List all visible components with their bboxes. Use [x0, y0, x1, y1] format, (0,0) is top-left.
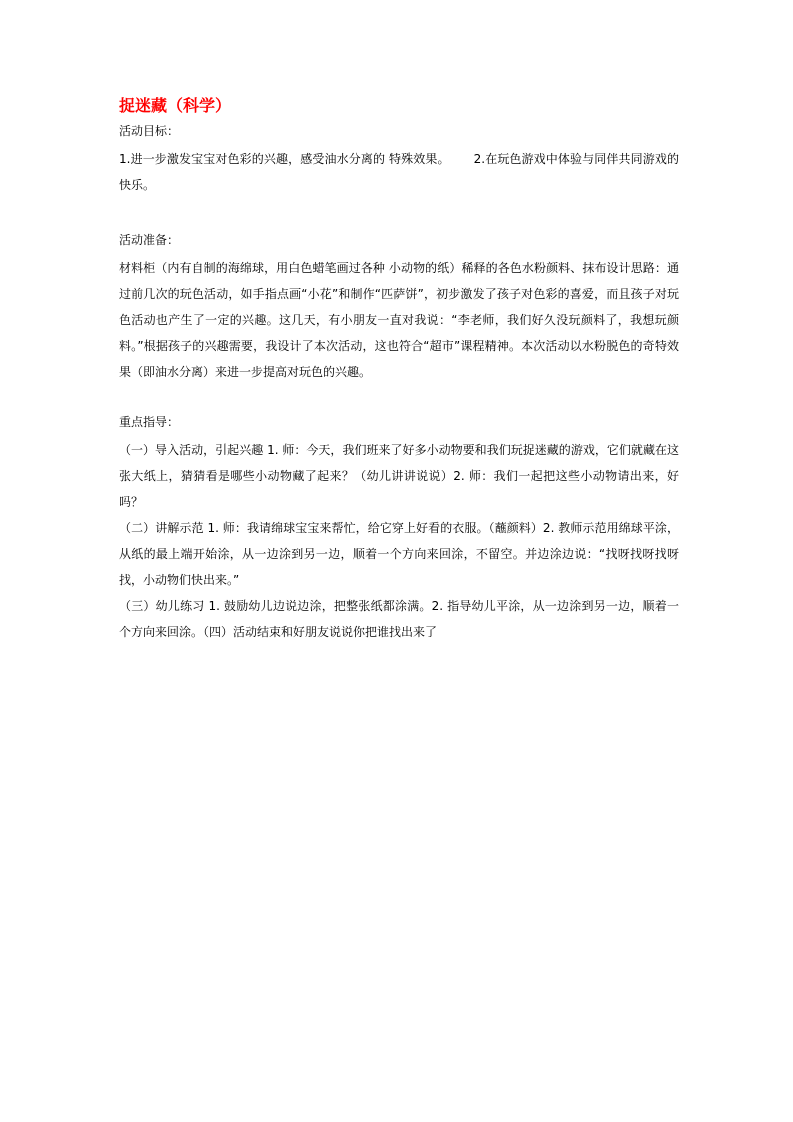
guide-heading: 重点指导： — [119, 415, 180, 429]
guide-part-1: （一）导入活动，引起兴趣 1. 师：今天，我们班来了好多小动物要和我们玩捉迷藏的游戏，它们就藏在这张大纸上，猜猜看是哪些小动物藏了起来？（幼儿讲讲说说）2. 师：我们一起把这些小动物请出来，好吗？ — [119, 443, 679, 509]
section-gap — [119, 385, 679, 414]
goal-item-1: 1.进一步激发宝宝对色彩的兴趣，感受油水分离的 特殊效果。 — [119, 152, 450, 166]
section-gap — [119, 198, 679, 232]
guide-part-2: （二）讲解示范 1. 师：我请绵球宝宝来帮忙，给它穿上好看的衣服。（蘸颜料）2. 教师示范用绵球平涂，从纸的最上端开始涂，从一边涂到另一边，顺着一个方向来回涂，不留空。并边涂边说：“找呀找呀找呀找，小动物们快出来。” — [119, 521, 679, 587]
goals-heading: 活动目标： — [119, 124, 180, 138]
guide-part-3: （三）幼儿练习 1. 鼓励幼儿边说边涂，把整张纸都涂满。2. 指导幼儿平涂，从一边涂到另一边，顺着一个方向来回涂。（四）活动结束和好朋友说说你把谁找出来了 — [119, 599, 679, 639]
document-title: 捉迷藏（科学） — [119, 96, 232, 115]
goals-text — [119, 146, 679, 198]
prep-text: 材料柜（内有自制的海绵球，用白色蜡笔画过各种 小动物的纸）稀释的各色水粉颜料、抹布设计思路：通过前几次的玩色活动，如手指点画“小花”和制作“匹萨饼”，初步激发了孩子对色彩的喜爱，而且孩子对玩色活动也产生了一定的兴趣。这几天，有小朋友一直对我说：“李老师，我们好久没玩颜料了，我想玩颜料。”根据孩子的兴趣需要，我设计了本次活动，这也符合“超市”课程精神。本次活动以水粉脱色的奇特效果（即油水分离）来进一步提高对玩色的兴趣。 — [119, 261, 679, 379]
prep-heading: 活动准备： — [119, 233, 180, 247]
goal-item-2: 2.在玩色游戏中体验与同伴共同游戏的快乐。 — [119, 152, 679, 192]
document-content — [119, 95, 679, 645]
